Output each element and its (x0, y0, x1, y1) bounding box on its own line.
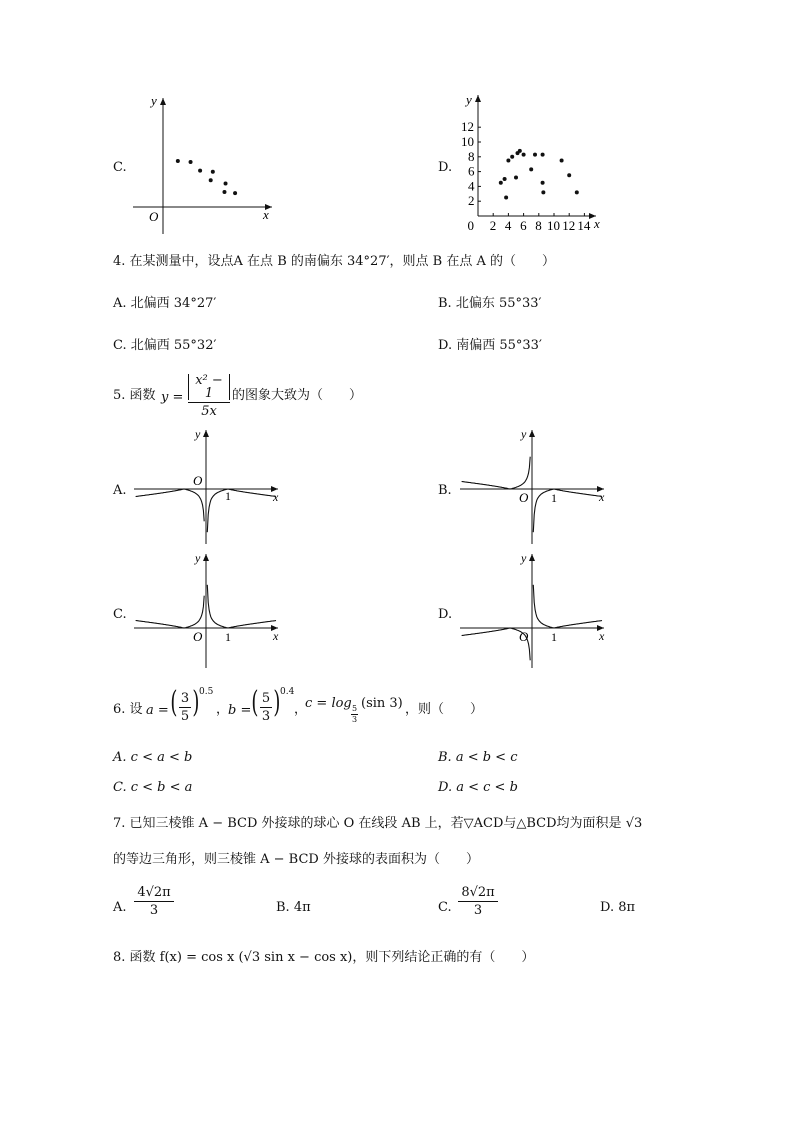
q3-option-d-label[interactable]: D. (438, 160, 453, 175)
q6-c-arg: (sin 3) (361, 696, 403, 711)
y-axis-label: y (521, 551, 527, 565)
data-point (189, 160, 193, 164)
data-point (567, 173, 571, 177)
data-point (233, 191, 237, 195)
x-axis-label: x (599, 629, 605, 643)
x-tick-label: 10 (547, 218, 560, 233)
y-axis-arrow (203, 554, 209, 561)
q5-suffix: 的图象大致为（ ） (232, 388, 363, 403)
data-point (176, 159, 180, 163)
x-tick-label: 0 (467, 218, 474, 233)
y-axis-label: y (195, 427, 201, 441)
q5-numerator: x² − 1 (188, 374, 230, 400)
curve-right-branch (533, 489, 602, 532)
x-tick-label: 8 (535, 218, 542, 233)
y-axis-label: y (195, 551, 201, 565)
y-tick-label: 10 (461, 134, 474, 149)
q6-a-num: 3 (180, 691, 190, 706)
q6-b-eq: b = (228, 703, 252, 718)
data-point (211, 170, 215, 174)
x-axis-label: x (263, 207, 269, 222)
x-tick-label: 2 (489, 218, 497, 233)
data-point (209, 178, 213, 182)
q3-chart-d (456, 90, 616, 240)
y-axis-label: y (521, 427, 527, 441)
y-axis-arrow (160, 98, 166, 105)
origin-label: O (519, 490, 529, 505)
q4-option-b[interactable]: B. 北偏东 55°33′ (438, 296, 542, 311)
x-tick-label: 4 (504, 218, 512, 233)
x-tick-label: 14 (577, 218, 591, 233)
y-axis-label: y (466, 92, 472, 107)
q4-option-c[interactable]: C. 北偏西 55°32′ (113, 338, 217, 353)
data-point (518, 149, 522, 153)
data-point (560, 159, 564, 163)
x-axis-label: x (594, 216, 600, 231)
x-axis-label: x (273, 490, 279, 504)
data-point (506, 159, 510, 163)
q6-c-base (351, 705, 358, 724)
q6-suffix: ，则（ ） (405, 702, 484, 717)
data-point (224, 181, 228, 185)
q6-prefix: 6. 设 (113, 702, 143, 717)
y-tick-label: 8 (468, 148, 475, 164)
q6-comma1: ， (216, 702, 230, 717)
tick-one-label: 1 (225, 489, 231, 503)
origin-label: O (193, 473, 203, 488)
q7-option-d[interactable]: D. 8π (600, 900, 636, 915)
q6-c-base-num: 5 (351, 704, 358, 713)
y-tick-label: 12 (461, 119, 474, 135)
data-point (514, 176, 518, 180)
tick-one-label: 1 (551, 630, 557, 644)
q7-option-a-fraction[interactable] (134, 886, 174, 917)
q6-b-exp: 0.4 (280, 687, 295, 697)
origin-label: O (149, 209, 159, 224)
q3-chart-c (130, 90, 290, 240)
curve-left-branch (136, 489, 205, 521)
x-tick-label: 6 (520, 218, 527, 233)
y-axis-arrow (475, 95, 481, 102)
q6-b-lparen: ( (251, 685, 259, 720)
q6-option-c[interactable]: C. c < b < a (113, 780, 193, 795)
curve-left-branch (136, 596, 205, 628)
data-point (575, 190, 579, 194)
curve-right-branch (207, 489, 276, 532)
q7-option-b[interactable]: B. 4π (276, 900, 311, 915)
q4-stem: 4. 在某测量中，设点A 在点 B 的南偏东 34°27′，则点 B 在点 A 的（ ） (113, 254, 556, 269)
y-tick-label: 2 (468, 193, 475, 209)
origin-label: O (519, 629, 529, 644)
q5-denominator: 5x (201, 404, 217, 419)
q5-y-eq: y = (161, 390, 184, 405)
data-point (504, 196, 508, 200)
y-axis-arrow (203, 430, 209, 437)
q5-option-a-label[interactable]: A. (113, 483, 127, 498)
data-point (222, 190, 226, 194)
data-point (541, 153, 545, 157)
q6-b-fraction (260, 692, 272, 723)
data-point (198, 169, 202, 173)
q6-option-d[interactable]: D. a < c < b (438, 780, 518, 795)
q6-a-eq: a = (146, 703, 169, 718)
q6-a-lparen: ( (170, 685, 178, 720)
q6-option-b[interactable]: B. a < b < c (438, 750, 518, 765)
y-tick-label: 6 (468, 163, 475, 179)
q6-option-a[interactable]: A. c < a < b (113, 750, 193, 765)
q5-graph-d (456, 550, 616, 670)
x-axis-label: x (599, 490, 605, 504)
q7-a-num: 4√2π (137, 885, 171, 900)
data-point (510, 155, 514, 159)
q6-b-num: 5 (261, 691, 271, 706)
q5-graph-a (130, 426, 290, 546)
y-axis-arrow (529, 554, 535, 561)
data-point (541, 190, 545, 194)
q7-option-a-label[interactable]: A. (113, 900, 127, 915)
q5-option-d-label[interactable]: D. (438, 607, 453, 622)
q4-option-d[interactable]: D. 南偏西 55°33′ (438, 338, 542, 353)
q6-comma2: ， (294, 702, 308, 717)
q7-line2: 的等边三角形，则三棱锥 A − BCD 外接球的表面积为（ ） (113, 852, 479, 867)
q4-option-a[interactable]: A. 北偏西 34°27′ (113, 296, 217, 311)
y-tick-label: 4 (468, 178, 475, 194)
q6-c-base-den: 3 (351, 715, 358, 724)
curve-left-branch (462, 457, 531, 489)
q5-graph-b (456, 426, 616, 546)
x-tick-label: 12 (562, 218, 576, 233)
x-axis-label: x (273, 629, 279, 643)
q7-option-c-label[interactable]: C. (438, 900, 452, 915)
q6-c-eq: c = log (305, 696, 352, 711)
origin-label: O (193, 629, 203, 644)
curve-right-branch (533, 585, 602, 628)
q7-c-num: 8√2π (461, 885, 495, 900)
q6-a-den: 5 (180, 709, 190, 724)
q6-a-rparen: ) (192, 685, 200, 720)
q6-b-rparen: ) (273, 685, 281, 720)
q6-b-den: 3 (261, 709, 271, 724)
q6-a-fraction (179, 692, 191, 723)
q8-stem: 8. 函数 f(x) = cos x (√3 sin x − cos x)，则下列结论正确的有（ ） (113, 950, 535, 965)
tick-one-label: 1 (225, 630, 231, 644)
data-point (541, 181, 545, 185)
q5-fraction (188, 374, 230, 418)
q5-option-b-label[interactable]: B. (438, 483, 452, 498)
q3-option-c-label[interactable]: C. (113, 160, 127, 175)
data-point (503, 177, 507, 181)
q6-a-exp: 0.5 (199, 687, 214, 697)
q7-option-c-fraction[interactable] (458, 886, 498, 917)
q5-option-c-label[interactable]: C. (113, 607, 127, 622)
q7-c-den: 3 (473, 903, 483, 918)
data-point (533, 153, 537, 157)
curve-right-branch (207, 585, 276, 628)
y-axis-label: y (151, 93, 157, 108)
q7-line1: 7. 已知三棱锥 A − BCD 外接球的球心 O 在线段 AB 上，若▽ACD与△BCD均为面积是 √3 (113, 816, 643, 831)
q5-prefix: 5. 函数 (113, 388, 156, 403)
q7-a-den: 3 (149, 903, 159, 918)
data-point (499, 181, 503, 185)
data-point (529, 167, 533, 171)
data-point (522, 153, 526, 157)
q5-graph-c (130, 550, 290, 670)
tick-one-label: 1 (551, 491, 557, 505)
y-axis-arrow (529, 430, 535, 437)
